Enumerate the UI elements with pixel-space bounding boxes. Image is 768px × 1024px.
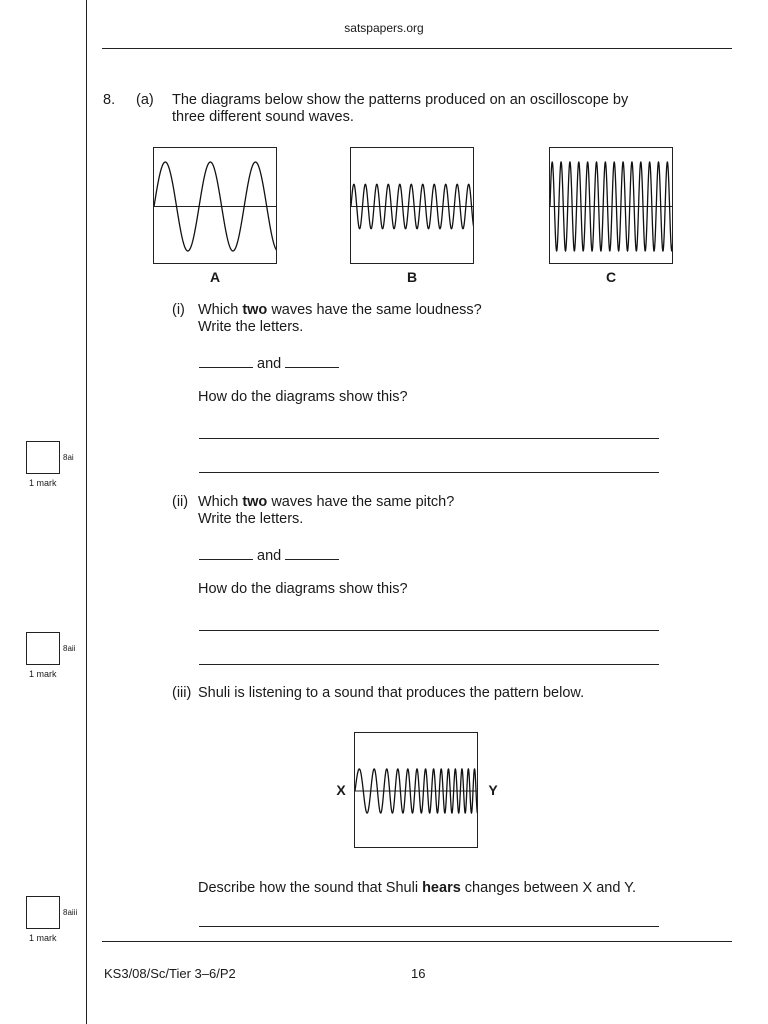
mark-label-8ai: 1 mark [29, 478, 57, 488]
question-number: 8. [103, 92, 116, 108]
mark-box-8ai[interactable] [26, 441, 60, 474]
label-y: Y [488, 782, 498, 798]
answer-line[interactable] [199, 926, 659, 927]
mark-label-8aiii: 1 mark [29, 933, 57, 943]
header-rule [102, 48, 732, 49]
oscilloscope-xy [354, 732, 478, 848]
site-header: satspapers.org [344, 21, 424, 35]
sub-question-iii-number: (iii) [172, 685, 192, 701]
footer-code: KS3/08/Sc/Tier 3–6/P2 [104, 966, 236, 981]
blank-letter-2[interactable] [285, 546, 339, 560]
sub-question-i-how: How do the diagrams show this? [198, 389, 408, 405]
waveform-a [154, 148, 277, 264]
answer-line[interactable] [199, 630, 659, 631]
answer-letters-ii[interactable]: and [199, 546, 339, 565]
answer-line[interactable] [199, 664, 659, 665]
oscilloscope-b [350, 147, 474, 264]
mark-label-8aii: 1 mark [29, 669, 57, 679]
waveform-c [550, 148, 673, 264]
sub-question-i-number: (i) [172, 302, 185, 318]
sub-question-iii-describe: Describe how the sound that Shuli hears changes between X and Y. [198, 880, 636, 896]
question-intro-line-1: The diagrams below show the patterns produced on an oscilloscope by [172, 92, 629, 108]
diagram-label-c: C [605, 269, 617, 285]
answer-letters-i[interactable]: and [199, 354, 339, 373]
label-x: X [336, 782, 346, 798]
blank-letter-1[interactable] [199, 354, 253, 368]
margin-rule [86, 0, 87, 1024]
mark-code-8aiii: 8aiii [63, 908, 78, 917]
page-number: 16 [411, 966, 426, 981]
oscilloscope-a [153, 147, 277, 264]
mark-box-8aiii[interactable] [26, 896, 60, 929]
sub-question-ii-number: (ii) [172, 494, 189, 510]
diagram-label-b: B [406, 269, 418, 285]
sub-question-i-text: Which two waves have the same loudness? [198, 302, 482, 318]
oscilloscope-c [549, 147, 673, 264]
question-part: (a) [136, 92, 154, 108]
diagram-label-a: A [209, 269, 221, 285]
mark-box-8aii[interactable] [26, 632, 60, 665]
waveform-xy [355, 733, 478, 848]
footer-rule [102, 941, 732, 942]
sub-question-iii-text: Shuli is listening to a sound that produces the pattern below. [198, 685, 585, 701]
sub-question-ii-how: How do the diagrams show this? [198, 581, 408, 597]
sub-question-ii-instruction: Write the letters. [198, 511, 304, 527]
blank-letter-2[interactable] [285, 354, 339, 368]
sub-question-i-instruction: Write the letters. [198, 319, 304, 335]
mark-code-8aii: 8aii [63, 644, 76, 653]
answer-line[interactable] [199, 472, 659, 473]
sub-question-ii-text: Which two waves have the same pitch? [198, 494, 455, 510]
blank-letter-1[interactable] [199, 546, 253, 560]
waveform-b [351, 148, 474, 264]
question-intro-line-2: three different sound waves. [172, 109, 354, 125]
answer-line[interactable] [199, 438, 659, 439]
mark-code-8ai: 8ai [63, 453, 74, 462]
